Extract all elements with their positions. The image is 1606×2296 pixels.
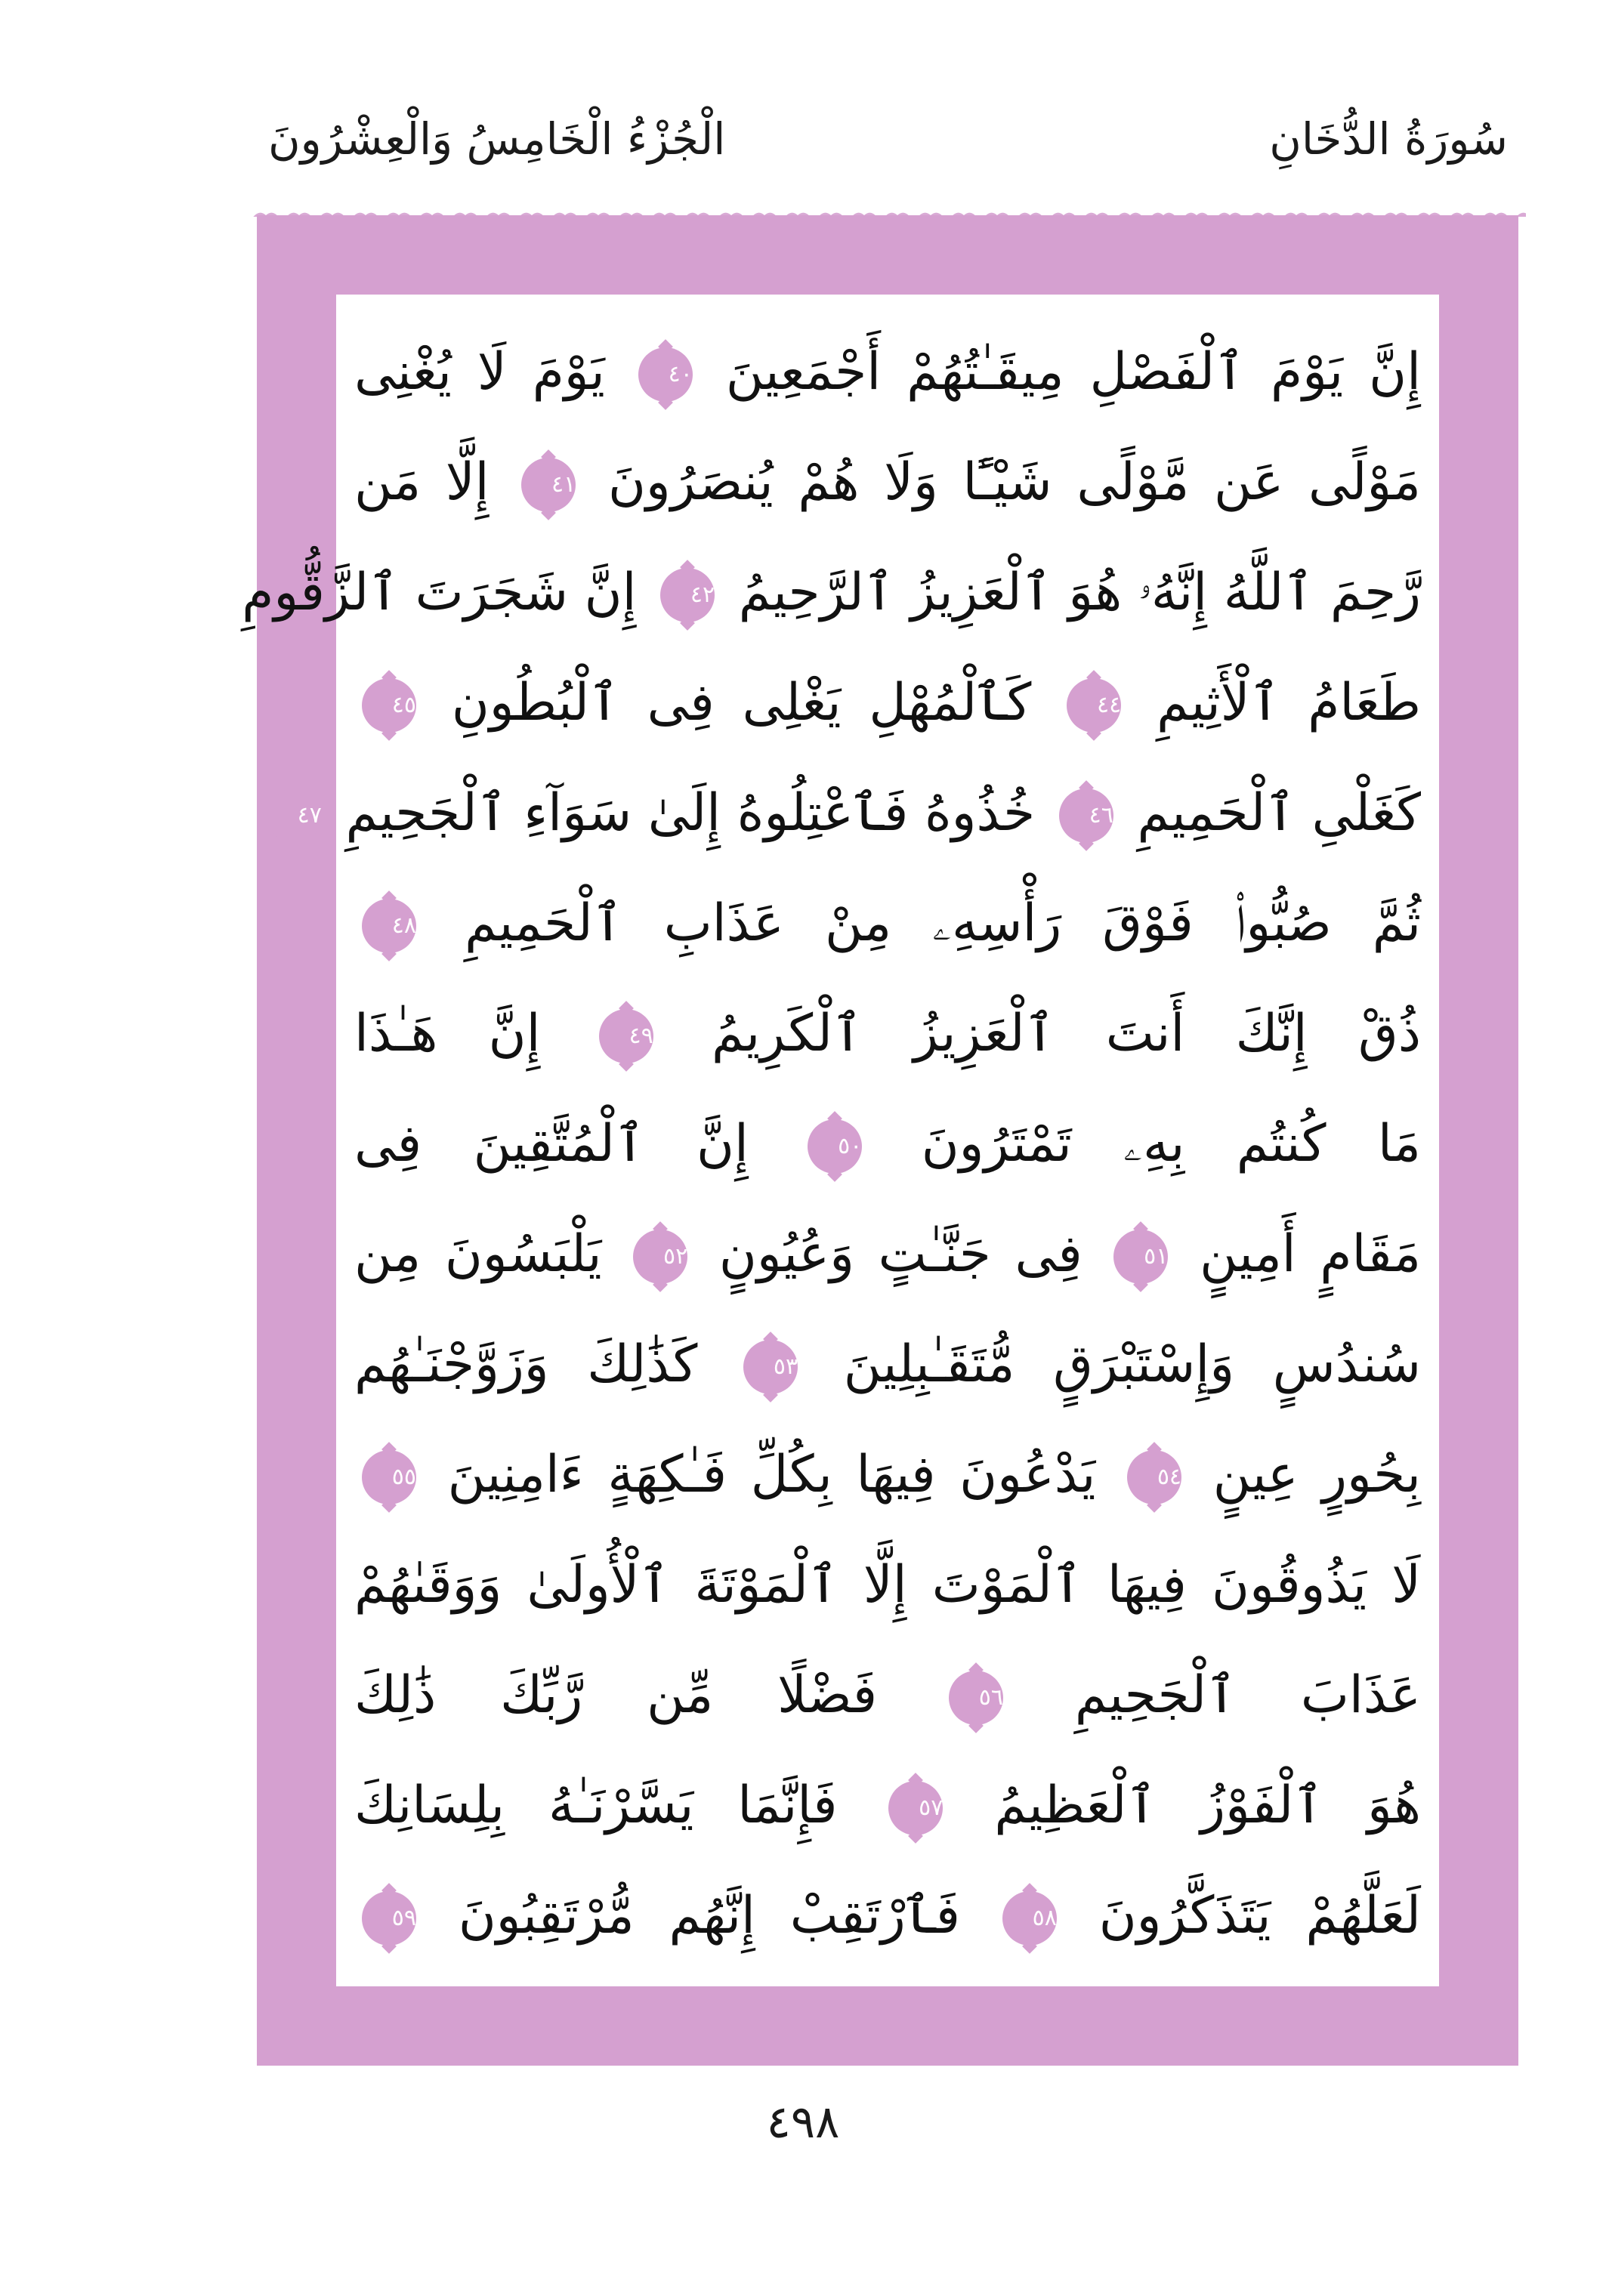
verse-text: كَغَلْىِ ٱلْحَمِيمِ xyxy=(1137,783,1421,843)
verse-text: إِنَّ ٱلْمُتَّقِينَ فِى xyxy=(354,1114,749,1174)
ayah-number-marker: ٥٢ xyxy=(633,1230,687,1284)
text-line xyxy=(354,1089,1421,1199)
verse-text: إِنَّ شَجَرَتَ ٱلزَّقُّومِ xyxy=(242,563,637,622)
verse-text: يَدْعُونَ فِيهَا بِكُلِّ فَـٰكِهَةٍ ءَامِنِينَ xyxy=(447,1445,1096,1504)
verse-text: مَقَامٍ أَمِينٍ xyxy=(1200,1224,1421,1284)
verse-text: طَعَامُ ٱلْأَثِيمِ xyxy=(1157,673,1421,733)
text-line xyxy=(354,648,1421,758)
verse-text: ثُمَّ صُبُّوا۟ فَوْقَ رَأْسِهِۦ مِنْ عَذَابِ ٱلْحَمِيمِ xyxy=(465,893,1421,953)
verse-text: مَوْلًى عَن مَّوْلًى شَيْـًٔا وَلَا هُمْ يُنصَرُونَ xyxy=(607,452,1421,512)
ayah-number-marker: ٥١ xyxy=(1113,1230,1168,1284)
ayah-number-marker: ٥٧ xyxy=(888,1781,943,1835)
ayah-number-marker: ٥٦ xyxy=(949,1671,1003,1725)
verse-text: خُذُوهُ فَٱعْتِلُوهُ إِلَىٰ سَوَآءِ ٱلْجَحِيمِ xyxy=(345,783,1036,843)
verse-text: فَضْلًا مِّن رَّبِّكَ ذَٰلِكَ xyxy=(354,1665,878,1725)
ayah-number-marker: ٤٦ xyxy=(1059,788,1113,843)
ayah-number-marker: ٥٠ xyxy=(808,1119,862,1174)
text-line xyxy=(354,317,1421,427)
verse-text: إِلَّا مَن xyxy=(354,452,490,512)
ayah-number-marker: ٥٣ xyxy=(743,1340,798,1394)
page-number: ٤٩٨ xyxy=(766,2096,840,2149)
ayah-number-marker: ٥٥ xyxy=(362,1450,416,1504)
verse-text: كَذَٰلِكَ وَزَوَّجْنَـٰهُم xyxy=(354,1335,698,1394)
verse-text: يَلْبَسُونَ مِن xyxy=(354,1224,602,1284)
ayah-number-marker: ٤٩ xyxy=(599,1009,653,1063)
ayah-number-marker: ٤٢ xyxy=(660,568,715,622)
text-line xyxy=(354,1310,1421,1420)
ayah-number-marker: ٥٩ xyxy=(362,1891,416,1946)
verse-text: ذُقْ إِنَّكَ أَنتَ ٱلْعَزِيزُ ٱلْكَرِيمُ xyxy=(712,1004,1422,1063)
verse-text: بِحُورٍ عِينٍ xyxy=(1212,1445,1421,1504)
verse-text: فَٱرْتَقِبْ إِنَّهُم مُّرْتَقِبُونَ xyxy=(458,1886,961,1946)
ayah-number-marker: ٥٨ xyxy=(1002,1891,1057,1946)
verse-text: إِنَّ يَوْمَ ٱلْفَصْلِ مِيقَـٰتُهُمْ أَجْمَعِينَ xyxy=(725,342,1421,402)
text-line xyxy=(354,427,1421,538)
quran-text-panel xyxy=(242,295,1439,1986)
text-line xyxy=(354,1640,1421,1751)
text-line xyxy=(354,1751,1421,1861)
surah-name-header: سُورَةُ الدُّخَانِ xyxy=(1269,113,1508,165)
ayah-number-marker: ٤٠ xyxy=(638,347,693,402)
verse-text: فِى جَنَّـٰتٍ وَعُيُونٍ xyxy=(718,1224,1083,1284)
verse-text: فَإِنَّمَا يَسَّرْنَـٰهُ بِلِسَانِكَ xyxy=(354,1776,838,1835)
verse-text: عَذَابَ ٱلْجَحِيمِ xyxy=(1074,1665,1421,1725)
verse-text: يَوْمَ لَا يُغْنِى xyxy=(354,342,605,402)
text-line xyxy=(354,979,1421,1089)
ayah-number-marker: ٤٤ xyxy=(1067,678,1121,733)
ayah-number-marker: ٤٧ xyxy=(267,788,322,843)
verse-text: لَا يَذُوقُونَ فِيهَا ٱلْمَوْتَ إِلَّا ٱلْمَوْتَةَ ٱلْأُولَىٰ وَوَقَىٰهُمْ xyxy=(354,1555,1421,1615)
ayah-number-marker: ٤١ xyxy=(521,458,576,512)
text-line xyxy=(242,538,1421,648)
ayah-number-marker: ٤٨ xyxy=(362,899,416,953)
verse-text: لَعَلَّهُمْ يَتَذَكَّرُونَ xyxy=(1098,1886,1421,1946)
text-line xyxy=(354,1420,1421,1530)
ayah-number-marker: ٤٥ xyxy=(362,678,416,733)
ayah-number-marker: ٥٤ xyxy=(1127,1450,1181,1504)
juz-name-header: الْجُزْءُ الْخَامِسُ وَالْعِشْرُونَ xyxy=(268,113,726,165)
text-line xyxy=(354,1861,1421,1971)
text-line xyxy=(354,1199,1421,1310)
text-line xyxy=(354,1530,1421,1640)
verse-text: إِنَّ هَـٰذَا xyxy=(354,1004,541,1063)
verse-text: هُوَ ٱلْفَوْزُ ٱلْعَظِيمُ xyxy=(994,1776,1421,1835)
verse-text: رَّحِمَ ٱللَّهُ إِنَّهُۥ هُوَ ٱلْعَزِيزُ ٱلرَّحِيمُ xyxy=(738,563,1421,622)
verse-text: مَا كُنتُم بِهِۦ تَمْتَرُونَ xyxy=(921,1114,1421,1174)
verse-text: سُندُسٍ وَإِسْتَبْرَقٍ مُّتَقَـٰبِلِينَ xyxy=(843,1335,1421,1394)
verse-text: كَٱلْمُهْلِ يَغْلِى فِى ٱلْبُطُونِ xyxy=(451,673,1032,733)
text-line xyxy=(297,758,1421,869)
text-line xyxy=(354,869,1421,979)
